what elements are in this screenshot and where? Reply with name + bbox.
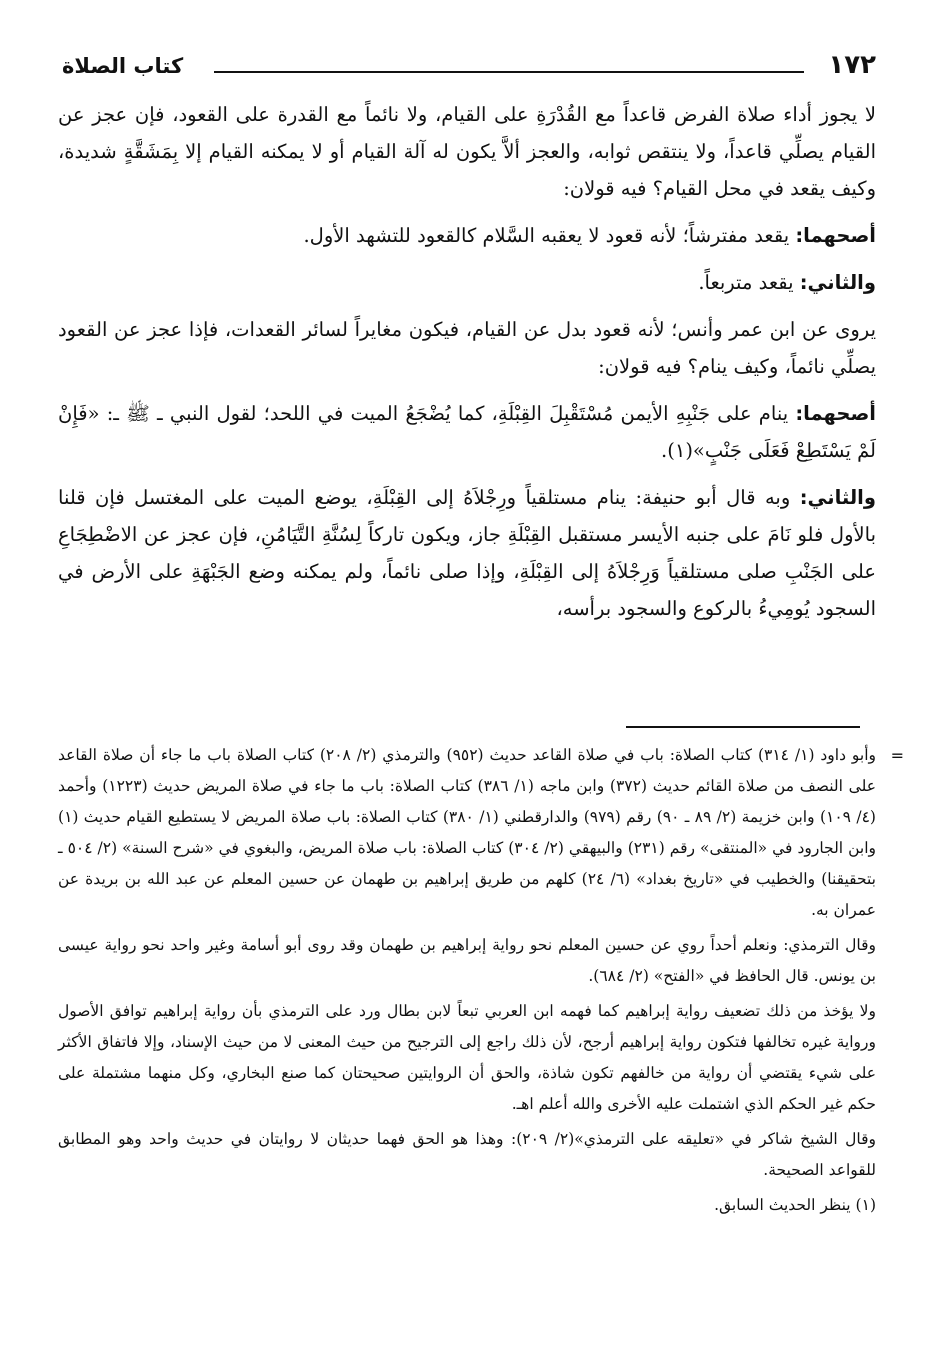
footnote [58,1190,876,1221]
page-number: ١٧٢ [828,50,876,80]
paragraph-text: يروى عن ابن عمر وأنس؛ لأنه قعود بدل عن القيام، فيكون مغايراً لسائر القعدات، فإذا عجز عن القعود يصلِّي نائماً، وكيف ينام؟ فيه قولان: [58,318,876,378]
footnote-text: (١) ينظر الحديث السابق. [714,1196,876,1214]
paragraph [58,479,876,627]
main-text [58,96,876,637]
footnote [58,996,876,1120]
running-header [62,50,876,84]
paragraph-text: يقعد مفترشاً؛ لأنه قعود لا يعقبه السَّلام كالقعود للتشهد الأول. [303,224,796,247]
footnote [58,740,904,926]
running-title: كتاب الصلاة [62,54,184,78]
paragraph-text: يقعد متربعاً. [698,271,800,294]
footnote-text: وأبو داود (١/ ٣١٤) كتاب الصلاة: باب في صلاة القاعد حديث (٩٥٢) والترمذي (٢/ ٢٠٨) كتاب الصلاة باب ما جاء أن صلاة القاعد على النصف من صلاة القائم حديث (٣٧٢) وابن ماجه (١/ ٣٨٦) كتاب الصلاة: باب ما جاء في صلاة المريض حديث (١٢٢٣) وأحمد (٤/ ١٠٩) وابن خزيمة (٢/ ٨٩ ـ ٩٠) رقم (٩٧٩) والدارقطني (١/ ٣٨٠) كتاب الصلاة: باب صلاة المريض لا يستطيع القيام حديث (١) وابن الجارود في «المنتقى» رقم (٢٣١) والبيهقي (٢/ ٣٠٤) كتاب الصلاة: باب صلاة المريض، والبغوي في «شرح السنة» (٢/ ٥٠٤ ـ بتحقيقنا) والخطيب في «تاريخ بغداد» (٦/ ٢٤) كلهم من طريق إبراهيم بن طهمان عن حسين المعلم عن عبد الله بن بريدة عن عمران به. [58,746,877,919]
opinion-term: أصحهما: [795,224,876,247]
footnote-text: وقال الترمذي: ونعلم أحداً روي عن حسين المعلم نحو رواية إبراهيم بن طهمان وقد روى أبو أسامة وغير واحد نحو رواية عيسى بن يونس. قال الحافظ في «الفتح» (٢/ ٦٨٤). [58,936,876,985]
footnote-text: ولا يؤخذ من ذلك تضعيف رواية إبراهيم كما فهمه ابن العربي تبعاً لابن بطال ورد على الترمذي بأن رواية إبراهيم توافق الأصول ورواية غيره تخالفها فتكون رواية إبراهيم أرجح، لأن ذلك راجع إلى الترجيح من حيث المعنى لا من حيث الإسناد، وإلا فاتفاق الأكثر على شيء يقتضي أن رواية من خالفهم تكون شاذة، والحق أن الروايتين صحيحتان كما صنع البخاري، وكل منهما مشتملة على حكم غير الحكم الذي اشتملت عليه الأخرى والله أعلم اهـ. [58,1002,876,1113]
paragraph-text: لا يجوز أداء صلاة الفرض قاعداً مع القُدْرَةِ على القيام، ولا نائماً مع القدرة على القعود، فإن عجز عن القيام يصلِّي قاعداً، ولا ينتقص ثوابه، والعجز ألاَّ يكون له آلة القيام أو لا يمكنه القيام إلا بِمَشَقَّةٍ شديدة، وكيف يقعد في محل القيام؟ فيه قولان: [58,103,876,200]
paragraph [58,96,876,207]
footnote-separator [626,726,860,728]
footnote-text: وقال الشيخ شاكر في «تعليقه على الترمذي»(٢/ ٢٠٩): وهذا هو الحق فهما حديثان لا روايتان في حديث واحد وهو المطابق للقواعد الصحيحة. [58,1130,877,1179]
paragraph-text: ينام على جَنْبِهِ الأيمن مُسْتَقْبِلَ القِبْلَةِ، كما يُضْجَعُ الميت في اللحد؛ لقول النبي ـ ﷺ ـ: «فَإِنْ لَمْ يَسْتَطِعْ فَعَلَى جَنْبٍ»(١). [58,402,876,462]
footnote [58,930,876,992]
continuation-mark: = [890,746,904,765]
paragraph [58,217,876,254]
header-rule [214,71,804,73]
footnote [58,1124,876,1186]
opinion-term: والثاني: [799,271,876,294]
paragraph [58,395,876,469]
opinion-term: والثاني: [799,486,876,509]
opinion-term: أصحهما: [795,402,876,425]
paragraph-text: وبه قال أبو حنيفة: ينام مستلقياً ورِجْلاَهُ إلى القِبْلَةِ، يوضع الميت على المغتسل فإن قلنا بالأول فلو نَامَ على جنبه الأيسر مستقبل القِبْلَةِ جاز، ويكون تاركاً لِسُنَّةِ التَّيَامُنِ، فإن عجز عن الاضْطِجَاعِ على الجَنْبِ صلى مستلقياً وَرِجْلاَهُ إلى القِبْلَةِ، وإذا صلى نائماً، ولم يمكنه وضع الجَبْهَةِ على الأرض في السجود يُومِيءُ بالركوع والسجود برأسه، [58,486,876,620]
paragraph [58,264,876,301]
footnotes [58,740,904,1225]
paragraph [58,311,876,385]
